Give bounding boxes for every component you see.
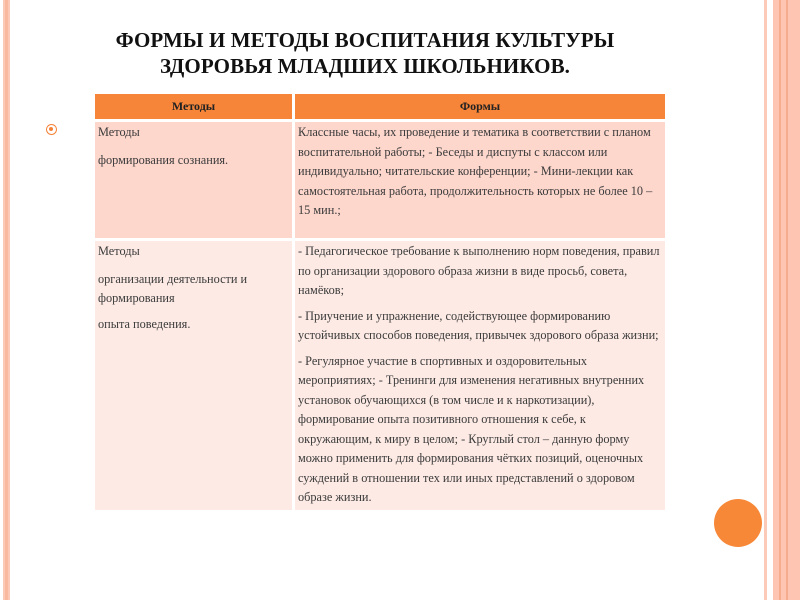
method-text: формирования сознания. (98, 152, 229, 167)
orange-circle-decoration (714, 499, 762, 547)
method-text: опыта поведения. (98, 316, 191, 331)
forms-cell (295, 122, 665, 238)
method-text: Методы (98, 244, 140, 258)
forms-cell (295, 238, 665, 510)
left-border-stripe-inner (5, 0, 8, 600)
forms-text: - Регулярное участие в спортивных и оздоровительных мероприятиях; - Тренинги для изменения негативных внутренних установок обучающихся (в том числе и к наркотизации), формирование опыта позитивного отношения к себе, к окружающим, к миру в целом; - Круглый стол – данную форму можно применить для формирования чётких позиций, оценочных суждений в отношении тех или иных представлений о здоровом образе жизни. (298, 353, 645, 504)
bullet-icon (46, 124, 57, 135)
right-border-line (779, 0, 781, 600)
methods-forms-table (95, 94, 665, 510)
forms-text: - Приучение и упражнение, содействующее формированию устойчивых способов поведения, привычек здорового образа жизни; (298, 308, 659, 342)
slide-title (60, 27, 670, 79)
slide-title-line-1: ФОРМЫ И МЕТОДЫ ВОСПИТАНИЯ КУЛЬТУРЫ (115, 28, 615, 52)
header-forms: Формы (295, 94, 665, 122)
right-border-line (786, 0, 788, 600)
table-row (95, 122, 665, 238)
forms-text: Классные часы, их проведение и тематика в соответствии с планом воспитательной работы; - Беседы и диспуты с классом или индивидуально; читательские конференции; - Мини-лекции как самостоятельная работа, продолжительность которых не более 10 – 15 мин.; (298, 125, 653, 217)
header-methods: Методы (95, 94, 295, 122)
table-row (95, 238, 665, 510)
forms-text: - Педагогическое требование к выполнению норм поведения, правил по организации здорового образа жизни в виде просьб, совета, намёков; (298, 244, 660, 297)
method-text: Методы (98, 125, 140, 139)
method-text: организации деятельности и формирования (98, 271, 248, 305)
method-cell (95, 122, 295, 238)
table-header-row (95, 94, 665, 122)
method-cell (95, 238, 295, 510)
slide-title-line-2: ЗДОРОВЬЯ МЛАДШИХ ШКОЛЬНИКОВ. (159, 54, 571, 78)
right-border-thin-stripe (764, 0, 767, 600)
